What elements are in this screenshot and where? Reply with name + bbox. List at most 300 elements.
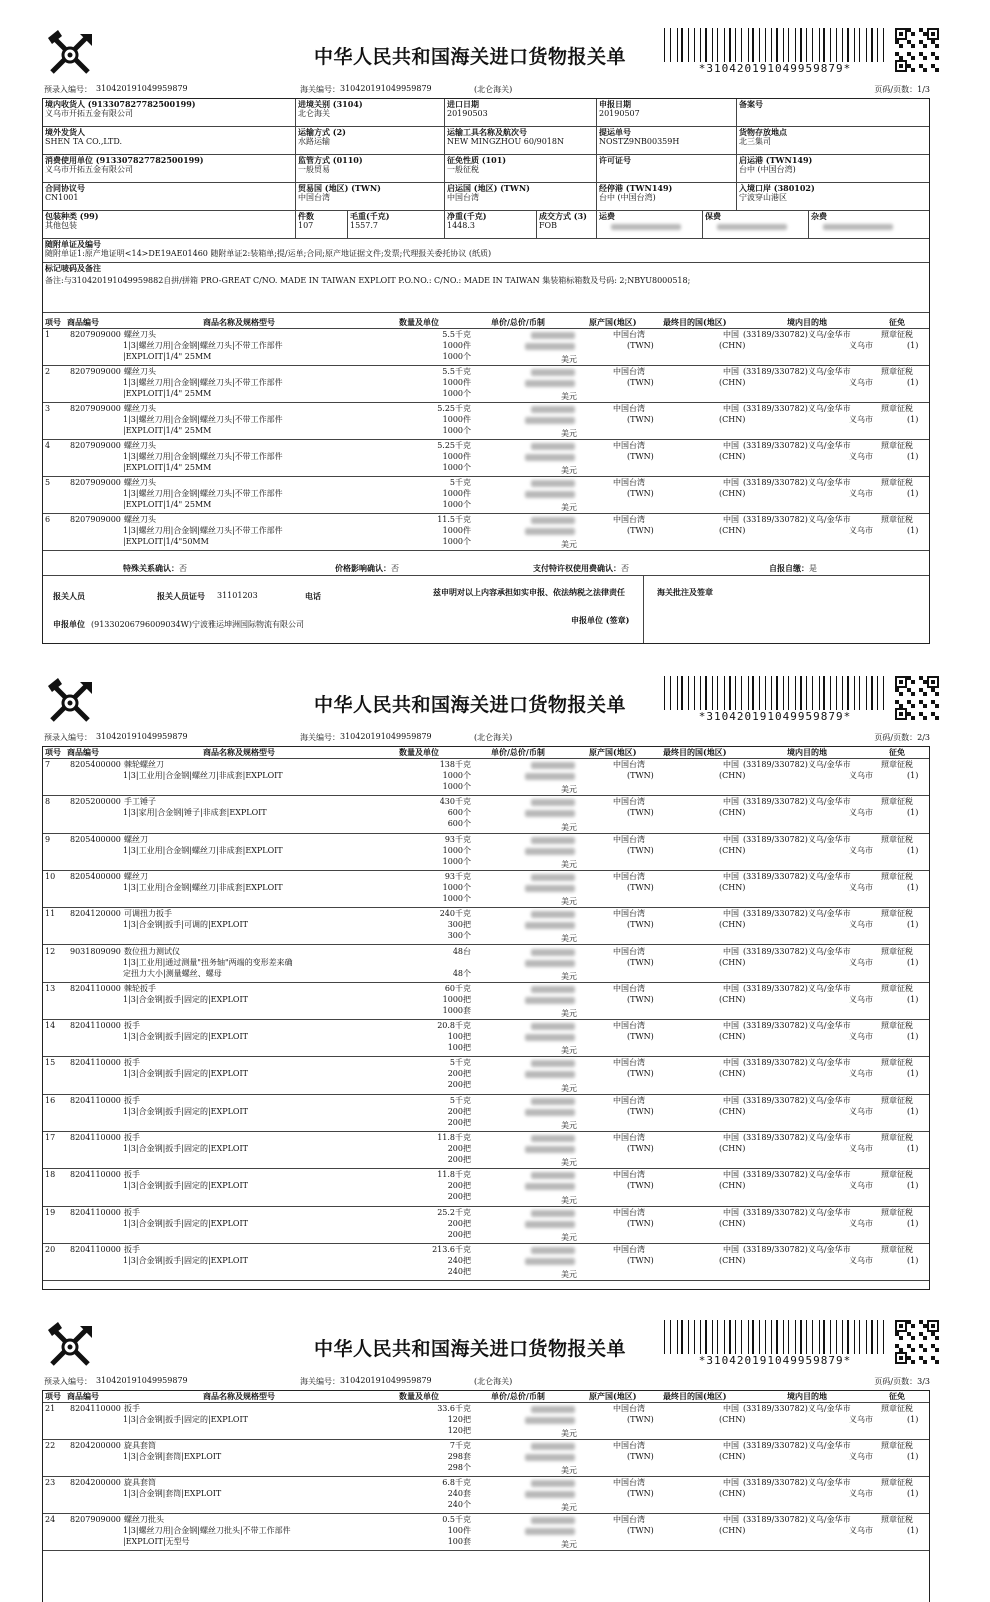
field-label: 贸易国 (地区) (TWN) [298, 183, 381, 193]
item-description: 1|3|合金钢|扳手|固定的|EXPLOIT [123, 1218, 248, 1228]
item-description: 螺丝刀头 [124, 330, 156, 339]
price-redacted [531, 949, 575, 956]
destination-code: (CHN) [719, 1452, 746, 1461]
field-label: 进境关别 (3104) [298, 99, 363, 109]
item-description: 1|3|合金钢|套筒|EXPLOIT [123, 1452, 222, 1461]
price-redacted [531, 1023, 575, 1030]
barcode-bars-icon [664, 28, 886, 62]
item-quantity: 240把 [447, 1255, 471, 1265]
column-header: 数量及单位 [399, 317, 439, 327]
price-influence-label: 价格影响确认： [335, 563, 391, 573]
item-quantity: 11.8千克 [437, 1133, 471, 1142]
item-quantity: 100套 [447, 1537, 471, 1546]
item-quantity: 300把 [447, 920, 471, 930]
domestic-city: 义乌市 [849, 1255, 873, 1265]
price-redacted [525, 380, 575, 387]
barcode [664, 1320, 886, 1370]
price-redacted [531, 762, 575, 769]
item-quantity: 600个 [447, 819, 471, 829]
currency: 美元 [561, 1466, 577, 1475]
tax-treatment: 照章征税 [881, 1441, 913, 1450]
origin-country: 中国台湾 [613, 1170, 645, 1180]
price-redacted [531, 406, 575, 413]
field-label: 监管方式 (0110) [298, 155, 363, 165]
destination-country: 中国 [723, 909, 739, 919]
item-number: 15 [45, 1058, 56, 1068]
declarant-label: 报关人员 [53, 591, 85, 601]
domestic-destination: (33189/330782)义乌/金华市 [743, 478, 851, 487]
document-title: 中华人民共和国海关进口货物报关单 [314, 1338, 627, 1360]
origin-country: 中国台湾 [613, 760, 645, 769]
field-value: 台中 (中国台湾) [739, 165, 796, 174]
domestic-city: 义乌市 [849, 526, 873, 535]
field-value: 其他包装 [45, 221, 77, 230]
currency: 美元 [561, 503, 577, 512]
price-redacted [525, 885, 575, 892]
price-influence [335, 563, 399, 574]
customs-office: (北仑海关) [474, 733, 513, 742]
price-redacted [531, 1247, 575, 1254]
field-value: 中国台湾 [447, 193, 479, 202]
destination-country: 中国 [723, 1170, 739, 1180]
destination-country: 中国 [723, 441, 739, 450]
item-description: 1|3|合金钢|扳手|固定的|EXPLOIT [123, 994, 248, 1004]
table-row [43, 1169, 929, 1206]
item-quantity: 1000个 [442, 771, 471, 780]
item-quantity: 100把 [447, 1032, 471, 1042]
field-label: 许可证号 [599, 155, 631, 165]
qr-code-icon [895, 1320, 939, 1364]
field-value: FOB [539, 221, 557, 230]
table-row [43, 1440, 929, 1477]
commodity-code: 8204110000 [70, 1095, 121, 1105]
destination-country: 中国 [723, 871, 739, 881]
field-label: 备案号 [739, 99, 763, 109]
field-value: SHEN TA CO.,LTD. [45, 137, 123, 146]
commodity-code: 8205400000 [70, 834, 121, 844]
item-quantity: 200把 [447, 1144, 471, 1153]
item-quantity: 33.6千克 [437, 1404, 471, 1413]
column-header: 数量及单位 [399, 1391, 439, 1401]
column-header: 原产国(地区) [589, 747, 637, 757]
tax-treatment: 照章征税 [881, 1244, 913, 1254]
price-redacted [525, 343, 575, 350]
tax-code: (1) [907, 526, 919, 535]
column-header: 征免 [889, 1391, 905, 1401]
origin-country: 中国台湾 [613, 946, 645, 956]
column-header: 最终目的国(地区) [663, 317, 727, 327]
commodity-code: 8207909000 [70, 515, 121, 524]
item-number: 23 [45, 1478, 56, 1487]
pre-entry-label: 预录入编号： [44, 1377, 92, 1386]
price-redacted [531, 1135, 575, 1142]
origin-code: (TWN) [627, 1415, 654, 1424]
item-column-header [43, 317, 929, 329]
commodity-code: 8204110000 [70, 983, 121, 993]
tax-treatment: 照章征税 [881, 404, 913, 413]
price-redacted [525, 454, 575, 461]
document-title: 中华人民共和国海关进口货物报关单 [314, 46, 627, 68]
origin-code: (TWN) [627, 1489, 654, 1498]
table-row [43, 759, 929, 796]
item-quantity: 1000个 [442, 782, 471, 791]
tax-code: (1) [907, 1255, 919, 1265]
page-label: 页码/页数： [874, 85, 918, 94]
item-quantity: 1000个 [442, 389, 471, 398]
special-relationship [123, 563, 187, 574]
price-redacted [531, 369, 575, 376]
item-number: 7 [45, 760, 51, 769]
price-redacted [531, 332, 575, 339]
page-header [42, 676, 930, 742]
tax-treatment: 照章征税 [881, 330, 913, 339]
destination-code: (CHN) [719, 526, 746, 535]
origin-country: 中国台湾 [613, 441, 645, 450]
customs-emblem-icon [44, 676, 96, 728]
field-value: 义乌市开拓五金有限公司 [45, 165, 133, 174]
item-number: 10 [45, 871, 56, 881]
destination-code: (CHN) [719, 1069, 746, 1079]
item-description: 1|3|螺丝刀用|合金钢|螺丝刀头|不带工作部件 [123, 415, 283, 424]
item-quantity: 200把 [447, 1218, 471, 1228]
price-redacted [525, 1491, 575, 1498]
price-redacted [531, 1517, 575, 1524]
item-description: 扳手 [124, 1404, 140, 1413]
field-label: 提运单号 [599, 127, 631, 137]
commodity-code: 8207909000 [70, 330, 121, 339]
currency: 美元 [561, 1503, 577, 1512]
page-indicator [874, 732, 930, 743]
field-label: 申报日期 [599, 99, 631, 109]
declaration-footer [43, 575, 929, 643]
item-description: 螺丝刀 [124, 871, 148, 881]
item-quantity: 1000个 [442, 500, 471, 509]
item-quantity: 200把 [447, 1117, 471, 1127]
item-quantity: 1000件 [442, 489, 471, 498]
item-quantity: 11.8千克 [437, 1170, 471, 1180]
field-value: 1557.7 [350, 221, 378, 230]
item-quantity: 298套 [447, 1452, 471, 1461]
domestic-destination: (33189/330782)义乌/金华市 [743, 1170, 851, 1180]
item-column-header [43, 1391, 929, 1403]
domestic-destination: (33189/330782)义乌/金华市 [743, 1404, 851, 1413]
field-label: 保费 [705, 211, 721, 221]
field-label: 经停港 (TWN149) [599, 183, 673, 193]
destination-country: 中国 [723, 1515, 739, 1524]
origin-country: 中国台湾 [613, 797, 645, 807]
item-number: 20 [45, 1244, 56, 1254]
header-field [296, 127, 445, 155]
page-header [42, 1320, 930, 1386]
destination-country: 中国 [723, 834, 739, 844]
currency: 美元 [561, 1046, 577, 1056]
declaration-frame [42, 98, 930, 644]
origin-country: 中国台湾 [613, 1478, 645, 1487]
price-redacted [525, 773, 575, 780]
item-quantity: 5千克 [449, 478, 471, 487]
table-row [43, 946, 929, 983]
field-value: 20190507 [599, 109, 640, 118]
commodity-code: 8204120000 [70, 909, 121, 919]
field-label: 入境口岸 (380102) [739, 183, 815, 193]
table-row [43, 1514, 929, 1551]
item-description: |EXPLOIT|1/4"50MM [123, 537, 209, 546]
domestic-destination: (33189/330782)义乌/金华市 [743, 871, 851, 881]
customs-emblem-icon [44, 1320, 96, 1372]
price-influence-value: 否 [391, 564, 399, 573]
table-row [43, 834, 929, 871]
table-row [43, 1020, 929, 1057]
header-field [445, 211, 537, 239]
item-number: 3 [45, 404, 51, 413]
tax-code: (1) [907, 1452, 919, 1461]
item-quantity: 200把 [447, 1080, 471, 1090]
header-field [597, 183, 737, 211]
price-redacted [531, 517, 575, 524]
header-field [703, 211, 809, 239]
customs-number: 310420191049959879 [340, 84, 432, 93]
self-declaration-value: 是 [809, 564, 817, 573]
item-description: 棘轮扳手 [124, 983, 156, 993]
field-value: 107 [298, 221, 314, 230]
item-quantity: 60千克 [444, 983, 471, 993]
item-quantity: 1000件 [442, 452, 471, 461]
currency: 美元 [561, 1270, 577, 1280]
destination-code: (CHN) [719, 452, 746, 461]
field-value: NOSTZ9NB00359H [599, 137, 680, 146]
tax-code: (1) [907, 1526, 919, 1535]
customs-emblem-icon [44, 28, 96, 80]
origin-country: 中国台湾 [613, 909, 645, 919]
commodity-code: 8205200000 [70, 797, 121, 807]
currency: 美元 [561, 1232, 577, 1242]
item-quantity: 138千克 [439, 760, 471, 769]
destination-country: 中国 [723, 478, 739, 487]
domestic-destination: (33189/330782)义乌/金华市 [743, 1441, 851, 1450]
barcode [664, 676, 886, 726]
item-quantity: 25.2千克 [437, 1207, 471, 1217]
origin-code: (TWN) [627, 994, 654, 1004]
item-number: 22 [45, 1441, 56, 1450]
item-quantity: 200把 [447, 1069, 471, 1079]
commodity-code: 8204110000 [70, 1170, 121, 1180]
commodity-code: 8205400000 [70, 871, 121, 881]
item-description: |EXPLOIT|1/4" 25MM [123, 463, 212, 472]
destination-code: (CHN) [719, 808, 746, 818]
origin-code: (TWN) [627, 341, 654, 350]
item-description: 1|3|合金钢|扳手|固定的|EXPLOIT [123, 1106, 248, 1116]
origin-code: (TWN) [627, 771, 654, 780]
field-value: CN1001 [45, 193, 79, 202]
destination-code: (CHN) [719, 882, 746, 892]
customs-no-label: 海关编号： [300, 85, 340, 94]
header-field [737, 155, 929, 183]
header-field [43, 211, 296, 239]
destination-country: 中国 [723, 946, 739, 956]
domestic-city: 义乌市 [849, 1069, 873, 1079]
destination-country: 中国 [723, 1478, 739, 1487]
item-quantity: 5千克 [449, 1058, 471, 1068]
price-redacted [525, 1071, 575, 1078]
origin-country: 中国台湾 [613, 871, 645, 881]
header-field [445, 127, 597, 155]
tax-code: (1) [907, 882, 919, 892]
commodity-code: 8204110000 [70, 1021, 121, 1031]
tax-treatment: 照章征税 [881, 1095, 913, 1105]
destination-code: (CHN) [719, 957, 746, 967]
destination-country: 中国 [723, 330, 739, 339]
header-field [737, 183, 929, 211]
currency: 美元 [561, 1429, 577, 1438]
item-quantity: 300个 [447, 931, 471, 941]
field-label: 运输方式 (2) [298, 127, 346, 137]
price-redacted [525, 1221, 575, 1228]
barcode-bars-icon [664, 1320, 886, 1354]
field-label: 成交方式 (3) [539, 211, 587, 221]
origin-country: 中国台湾 [613, 404, 645, 413]
page-header [42, 28, 930, 94]
field-label: 境内收货人 (91330782778250019​9) [45, 99, 196, 109]
self-declaration [769, 563, 817, 574]
table-row [43, 1244, 929, 1281]
legal-statement: 兹申明对以上内容承担如实申报、依法纳税之法律责任 [433, 587, 625, 597]
destination-country: 中国 [723, 1244, 739, 1254]
tax-code: (1) [907, 1489, 919, 1498]
origin-country: 中国台湾 [613, 1058, 645, 1068]
destination-country: 中国 [723, 1441, 739, 1450]
item-quantity: 240千克 [439, 909, 471, 919]
domestic-destination: (33189/330782)义乌/金华市 [743, 441, 851, 450]
origin-code: (TWN) [627, 526, 654, 535]
field-label: 包装种类 (99) [45, 211, 99, 221]
origin-country: 中国台湾 [613, 1133, 645, 1142]
item-description: 螺丝刀头 [124, 478, 156, 487]
tax-treatment: 照章征税 [881, 515, 913, 524]
item-description: 螺丝刀批头 [124, 1515, 164, 1524]
column-header: 征免 [889, 317, 905, 327]
origin-code: (TWN) [627, 1255, 654, 1265]
price-redacted [525, 922, 575, 929]
currency: 美元 [561, 1540, 577, 1549]
header-field [597, 155, 737, 183]
column-header: 商品名称及规格型号 [203, 747, 275, 757]
column-header: 征免 [889, 747, 905, 757]
item-description: 1|3|工业用|合金钢|螺丝刀|非成套|EXPLOIT [123, 845, 283, 855]
footer-divider [643, 575, 644, 643]
tax-treatment: 照章征税 [881, 983, 913, 993]
item-description: 1|3|合金钢|扳手|可调的|EXPLOIT [123, 920, 248, 930]
currency: 美元 [561, 355, 577, 364]
commodity-code: 8204110000 [70, 1133, 121, 1142]
item-number: 16 [45, 1095, 56, 1105]
item-description: |EXPLOIT|1/4" 25MM [123, 426, 212, 435]
price-redacted [525, 528, 575, 535]
customs-no-label: 海关编号： [300, 1377, 340, 1386]
item-quantity: 1000件 [442, 341, 471, 350]
origin-code: (TWN) [627, 1144, 654, 1153]
item-quantity: 1000个 [442, 463, 471, 472]
price-redacted [531, 1443, 575, 1450]
declaration-page-1 [42, 28, 930, 646]
item-quantity: 1000件 [442, 526, 471, 535]
page-indicator [874, 1376, 930, 1387]
declaration-frame [42, 1390, 930, 1602]
field-value: 义乌市开拓五金有限公司 [45, 109, 133, 118]
item-number: 14 [45, 1021, 56, 1031]
phone-label: 电话 [305, 591, 321, 601]
item-description: 数位扭力测试仪 [124, 946, 180, 956]
origin-country: 中国台湾 [613, 834, 645, 844]
origin-code: (TWN) [627, 1181, 654, 1191]
price-redacted [525, 1109, 575, 1116]
pre-entry-label: 预录入编号： [44, 85, 92, 94]
commodity-code: 8207909000 [70, 478, 121, 487]
domestic-city: 义乌市 [849, 1489, 873, 1498]
table-row [43, 871, 929, 908]
price-redacted [531, 911, 575, 918]
price-redacted [531, 799, 575, 806]
item-description: |EXPLOIT|1/4" 25MM [123, 389, 212, 398]
tax-treatment: 照章征税 [881, 760, 913, 769]
customs-emblem-icon [44, 676, 96, 728]
page-number: 1/3 [917, 85, 930, 94]
price-redacted [525, 1417, 575, 1424]
tax-code: (1) [907, 957, 919, 967]
tax-code: (1) [907, 808, 919, 818]
origin-code: (TWN) [627, 489, 654, 498]
destination-code: (CHN) [719, 378, 746, 387]
origin-code: (TWN) [627, 1069, 654, 1079]
item-quantity: 200把 [447, 1192, 471, 1202]
domestic-city: 义乌市 [849, 489, 873, 498]
destination-code: (CHN) [719, 994, 746, 1004]
item-quantity: 1000个 [442, 882, 471, 892]
item-number: 12 [45, 946, 56, 956]
domestic-city: 义乌市 [849, 1181, 873, 1191]
attached-documents [43, 239, 929, 263]
declaring-unit-value: (91330206796009034W)宁波雅运坤洲国际物流有限公司 [91, 620, 304, 629]
domestic-city: 义乌市 [849, 845, 873, 855]
destination-code: (CHN) [719, 1255, 746, 1265]
item-quantity: 120把 [447, 1415, 471, 1424]
item-description: 螺丝刀头 [124, 515, 156, 524]
item-quantity: 1000个 [442, 893, 471, 903]
table-row [43, 403, 929, 440]
origin-code: (TWN) [627, 1452, 654, 1461]
item-quantity: 1000件 [442, 378, 471, 387]
domestic-destination: (33189/330782)义乌/金华市 [743, 1021, 851, 1031]
currency: 美元 [561, 466, 577, 475]
domestic-destination: (33189/330782)义乌/金华市 [743, 909, 851, 919]
item-quantity: 7千克 [449, 1441, 471, 1450]
item-description: 可调扭力扳手 [124, 909, 172, 919]
item-number: 18 [45, 1170, 56, 1180]
customs-emblem-icon [44, 1320, 96, 1372]
tax-code: (1) [907, 341, 919, 350]
commodity-code: 8207909000 [70, 1515, 121, 1524]
special-relationship-value: 否 [179, 564, 187, 573]
customs-number: 310420191049959879 [340, 1376, 432, 1385]
domestic-destination: (33189/330782)义乌/金华市 [743, 1515, 851, 1524]
item-quantity: 1000个 [442, 426, 471, 435]
item-quantity: 213.6千克 [432, 1244, 471, 1254]
item-description: 1|3|工业用|合金钢|螺丝刀|非成套|EXPLOIT [123, 771, 283, 780]
item-number: 4 [45, 441, 51, 450]
currency: 美元 [561, 897, 577, 907]
domestic-city: 义乌市 [849, 1106, 873, 1116]
destination-country: 中国 [723, 1207, 739, 1217]
field-label: 货物存放地点 [739, 127, 787, 137]
